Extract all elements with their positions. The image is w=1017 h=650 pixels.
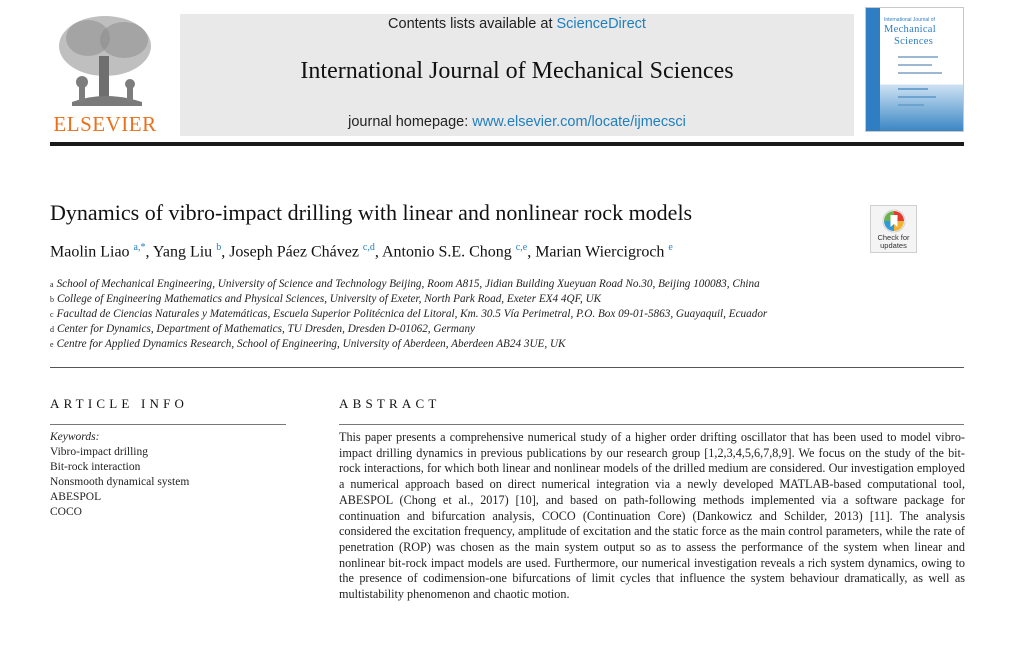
keywords-label: Keywords: [50, 431, 100, 443]
cover-decoration [898, 64, 932, 66]
bookmark-icon [882, 209, 906, 233]
affiliation-item [50, 277, 850, 292]
author-name[interactable]: Yang Liu [152, 243, 213, 261]
author-name[interactable]: Joseph Páez Chávez [229, 243, 359, 261]
cover-decoration [898, 104, 924, 106]
contents-prefix: Contents lists available at [388, 16, 557, 32]
sciencedirect-link[interactable]: ScienceDirect [556, 16, 646, 32]
cover-decoration [898, 96, 936, 98]
affiliation-mark: e [50, 340, 54, 349]
article-info-heading: ARTICLE INFO [50, 396, 189, 411]
affiliation-mark: b [50, 295, 54, 304]
author-affiliation-mark[interactable]: a,* [133, 242, 146, 253]
journal-homepage-link[interactable]: www.elsevier.com/locate/ijmecsci [472, 114, 686, 130]
cover-title-small: International Journal of [884, 17, 935, 23]
keyword-item: COCO [50, 506, 82, 518]
homepage-line [180, 114, 854, 130]
journal-header [180, 14, 854, 136]
cover-strip [866, 8, 880, 132]
journal-title: International Journal of Mechanical Sciences [300, 58, 734, 84]
journal-cover-image[interactable] [865, 7, 964, 132]
affiliation-text: Center for Dynamics, Department of Mathematics, TU Dresden, Dresden D-01062, Germany [57, 323, 476, 335]
publisher-name: ELSEVIER [53, 112, 157, 136]
article-title: Dynamics of vibro-impact drilling with linear and nonlinear rock models [50, 200, 693, 225]
keyword-item: Vibro-impact drilling [50, 446, 148, 458]
abstract-divider [339, 424, 964, 425]
abstract-body: This paper presents a comprehensive numerical study of a higher order drifting oscillator that has been used to model vibro-impact drilling dynamics in previous publications by our research group [1,2,3,4,5,6,7,8,9]. We focus on the study of the bit-rock interactions, for which both linear and nonlinear models of the drilled medium are considered. Our investigation employed a numerical approach based on direct numerical integration via a newly developed MATLAB-based computational tool, ABESPOL (Chong et al., 2017) [10], and based on path-following methods implemented via a software package for continuation and bifurcation analysis, COCO (Continuation Core) (Dankowicz and Schilder, 2013) [11]. The analysis considered the excitation frequency, amplitude of excitation and the static force as the main control parameters, while the rate of penetration (ROP) was chosen as the main system output so as to assess the performance of the system when linear and nonlinear bit-rock impact models are used. Furthermore, our numerical investigation reveals a rich system dynamics, owing to the presence of codimension-one bifurcations of limit cycles that influence the system behaviour dramatically, as well as multistability phenomenon and chaotic motion. [339, 430, 965, 602]
keyword-item: ABESPOL [50, 491, 102, 503]
check-for-updates-button[interactable] [870, 205, 917, 253]
cover-decoration [898, 56, 938, 58]
tree-icon [52, 12, 158, 108]
author-affiliation-mark[interactable]: e [668, 242, 673, 253]
elsevier-logo[interactable] [46, 12, 164, 136]
affiliation-mark: a [50, 280, 54, 289]
check-for-updates-label: Check for updates [877, 233, 910, 250]
author-name[interactable]: Antonio S.E. Chong [382, 243, 512, 261]
affiliation-item [50, 322, 850, 337]
author-affiliation-mark[interactable]: c,d [362, 242, 375, 253]
affiliation-text: School of Mechanical Engineering, University of Science and Technology Beijing, Room A815, Jidian Building Xueyuan Road No.30, Beijing 100083, China [56, 278, 760, 290]
keyword-item: Nonsmooth dynamical system [50, 476, 190, 488]
cover-decoration [898, 72, 942, 74]
affiliation-text: Facultad de Ciencias Naturales y Matemáticas, Escuela Superior Politécnica del Litoral, Km. 30.5 Vía Perimetral, P.O. Box 09-01-5863, Guayaquil, Ecuador [56, 308, 768, 320]
affiliation-item [50, 337, 850, 352]
affiliation-text: Centre for Applied Dynamics Research, School of Engineering, University of Aberdeen, Aberdeen AB24 3UE, UK [56, 338, 566, 350]
affiliation-mark: d [50, 325, 54, 334]
keywords-list [50, 430, 290, 520]
homepage-prefix: journal homepage: [348, 114, 473, 130]
author-affiliation-mark[interactable]: c,e [515, 242, 528, 253]
cover-title-line-1: Mechanical [884, 24, 936, 35]
affiliation-item [50, 292, 850, 307]
affiliation-list [50, 277, 850, 352]
contents-line [180, 16, 854, 32]
section-divider [50, 367, 964, 368]
cover-title-line-2: Sciences [894, 36, 934, 47]
cover-title-big [884, 24, 936, 48]
affiliation-item [50, 307, 850, 322]
author-name[interactable]: Maolin Liao [50, 243, 130, 261]
article-info-divider [50, 424, 286, 425]
cover-decoration [898, 88, 928, 90]
affiliation-mark: c [50, 310, 54, 319]
header-divider [50, 142, 964, 146]
author-affiliation-mark[interactable]: b [216, 242, 222, 253]
author-list: Maolin Liao $^{a,*}$, Yang Liu $^b$, Joseph Páez Chávez $^{c,d}$, Antonio S.E. Chong $^{c,e}$, Marian Wiercigroch $^e$ [50, 242, 673, 261]
keyword-item: Bit-rock interaction [50, 461, 141, 473]
abstract-heading: ABSTRACT [339, 396, 441, 411]
affiliation-text: College of Engineering Mathematics and Physical Sciences, University of Exeter, North Park Road, Exeter EX4 4QF, UK [57, 293, 602, 305]
author-name[interactable]: Marian Wiercigroch [535, 243, 665, 261]
